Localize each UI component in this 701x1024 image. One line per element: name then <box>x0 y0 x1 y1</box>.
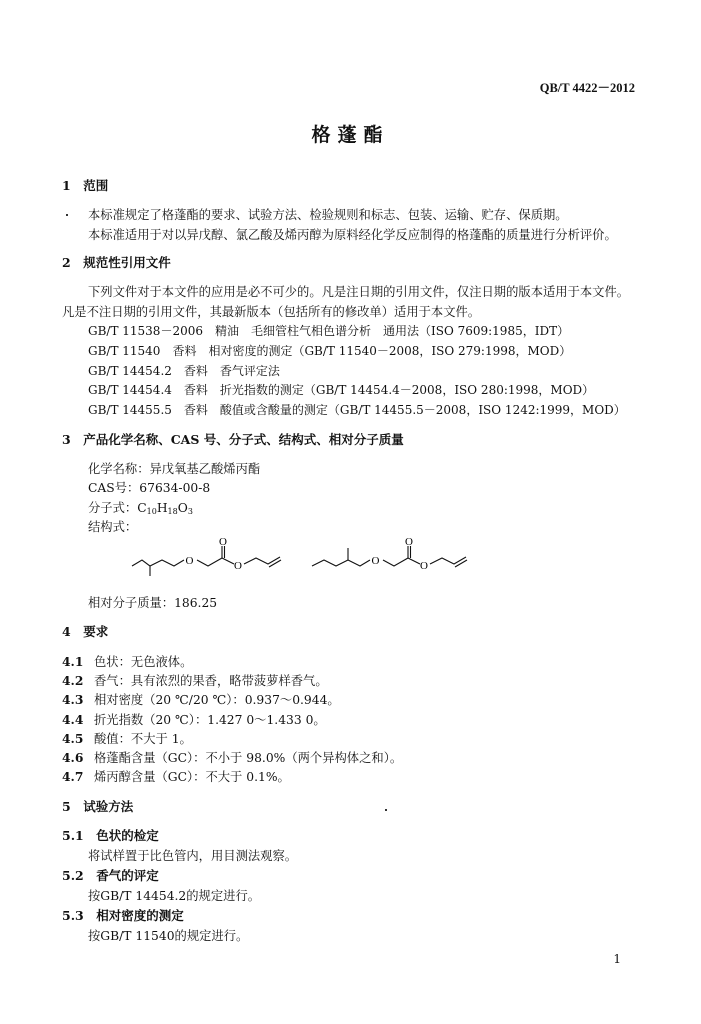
requirement-4-1 <box>62 652 192 670</box>
requirement-text: 香气：具有浓烈的果香，略带菠萝样香气。 <box>94 674 328 688</box>
section-3-heading: 3 产品化学名称、CAS 号、分子式、结构式、相对分子质量 <box>62 432 404 447</box>
requirement-text: 折光指数（20 ℃）：1.427 0～1.433 0。 <box>94 713 326 727</box>
requirement-number: 4.3 <box>62 692 84 707</box>
requirement-number: 4.6 <box>62 750 84 765</box>
isomer-1-chain-4 <box>222 558 234 564</box>
reference-3: GB/T 14454.2 香料 香气评定法 <box>88 364 280 378</box>
atom-o-carbonyl-2: O <box>405 536 413 548</box>
requirement-4-4 <box>62 710 326 728</box>
formula-o: O <box>177 501 188 515</box>
formula-h-sub: 18 <box>167 507 178 516</box>
requirement-text: 烯丙醇含量（GC）：不大于 0.1%。 <box>94 770 290 784</box>
formula-label: 分子式： <box>88 501 138 515</box>
standard-number: QB/T 4422－2012 <box>539 81 635 95</box>
requirement-4-2 <box>62 671 328 689</box>
requirement-4-6 <box>62 748 402 766</box>
reference-5: GB/T 14455.5 香料 酸值或含酸量的测定（GB/T 14455.5－2008，ISO 1242:1999，MOD） <box>88 403 626 417</box>
isomer-1-chain <box>132 560 150 576</box>
requirement-number: 4.4 <box>62 712 84 727</box>
requirement-number: 4.5 <box>62 731 84 746</box>
section-5-heading: 5 试验方法 <box>62 799 134 814</box>
isomer-2-chain-4 <box>408 558 420 564</box>
section-1-para-2: 本标准适用于对以异戊醇、氯乙酸及烯丙醇为原料经化学反应制得的格蓬酯的质量进行分析评价。 <box>88 228 617 242</box>
section-1-heading: 1 范围 <box>62 178 109 193</box>
isomer-1-chain-3 <box>197 558 222 566</box>
isomer-1-allyl <box>244 557 280 564</box>
requirement-number: 4.1 <box>62 654 84 669</box>
atom-o-ether-1: O <box>185 555 194 567</box>
requirement-4-5 <box>62 729 192 747</box>
requirement-number: 4.2 <box>62 673 84 688</box>
section-2-heading: 2 规范性引用文件 <box>62 255 171 270</box>
isomer-2-chain-2 <box>348 560 370 566</box>
atom-o-ester-2: O <box>420 560 428 572</box>
isomer-2-chain-3 <box>383 558 408 566</box>
atom-o-ether-2: O <box>371 555 380 567</box>
isomer-2-allyl <box>430 557 466 564</box>
section-1-para-1: 本标准规定了格蓬酯的要求、试验方法、检验规则和标志、包装、运输、贮存、保质期。 <box>88 208 568 222</box>
page-number: 1 <box>613 952 621 966</box>
formula-c-sub: 10 <box>146 507 157 516</box>
molecular-weight: 相对分子质量：186.25 <box>88 596 218 610</box>
structural-formula <box>126 536 496 586</box>
section-5-2-text: 按GB/T 14454.2的规定进行。 <box>88 889 261 903</box>
cas-number: CAS号：67634-00-8 <box>88 481 211 495</box>
section-5-1-text: 将试样置于比色管内，用目测法观察。 <box>88 849 298 863</box>
atom-o-carbonyl-1: O <box>219 536 227 548</box>
requirement-text: 色状：无色液体。 <box>94 655 193 669</box>
requirement-number: 4.7 <box>62 769 84 784</box>
section-2-para-1b: 凡是不注日期的引用文件，其最新版本（包括所有的修改单）适用于本文件。 <box>62 305 481 319</box>
section-2-para-1a: 下列文件对于本文件的应用是必不可少的。凡是注日期的引用文件，仅注日期的版本适用于本文件。 <box>88 285 630 299</box>
isomer-1-chain-2 <box>150 560 184 566</box>
requirement-4-3 <box>62 690 340 708</box>
requirement-text: 酸值：不大于 1。 <box>94 732 192 746</box>
molecular-formula <box>88 498 193 516</box>
section-5-3-heading: 5.3 相对密度的测定 <box>62 908 184 923</box>
document-title: 格蓬酯 <box>311 124 390 146</box>
requirement-text: 格蓬酯含量（GC）：不小于 98.0%（两个异构体之和）。 <box>94 751 403 765</box>
scan-speck <box>66 214 68 216</box>
formula-h: H <box>156 501 168 515</box>
reference-2: GB/T 11540 香料 相对密度的测定（GB/T 11540－2008，ISO 279:1998，MOD） <box>88 344 572 358</box>
scan-speck <box>385 809 387 811</box>
reference-1: GB/T 11538－2006 精油 毛细管柱气相色谱分析 通用法（ISO 7609:1985，IDT） <box>88 324 570 338</box>
section-5-2-heading: 5.2 香气的评定 <box>62 868 159 883</box>
section-5-3-text: 按GB/T 11540的规定进行。 <box>88 929 249 943</box>
atom-o-ester-1: O <box>234 560 242 572</box>
formula-o-sub: 3 <box>187 507 193 516</box>
section-5-1-heading: 5.1 色状的检定 <box>62 828 159 843</box>
requirement-text: 相对密度（20 ℃/20 ℃）：0.937～0.944。 <box>94 693 340 707</box>
section-4-heading: 4 要求 <box>62 624 109 639</box>
structure-label: 结构式： <box>88 520 138 534</box>
isomer-1-vinyl <box>269 560 281 567</box>
requirement-4-7 <box>62 767 290 785</box>
reference-4: GB/T 14454.4 香料 折光指数的测定（GB/T 14454.4－2008，ISO 280:1998，MOD） <box>88 383 595 397</box>
isomer-2-chain <box>312 560 348 566</box>
isomer-2-vinyl <box>455 560 467 567</box>
formula-c: C <box>137 501 147 515</box>
chemical-name: 化学名称：异戊氧基乙酸烯丙酯 <box>88 462 261 476</box>
